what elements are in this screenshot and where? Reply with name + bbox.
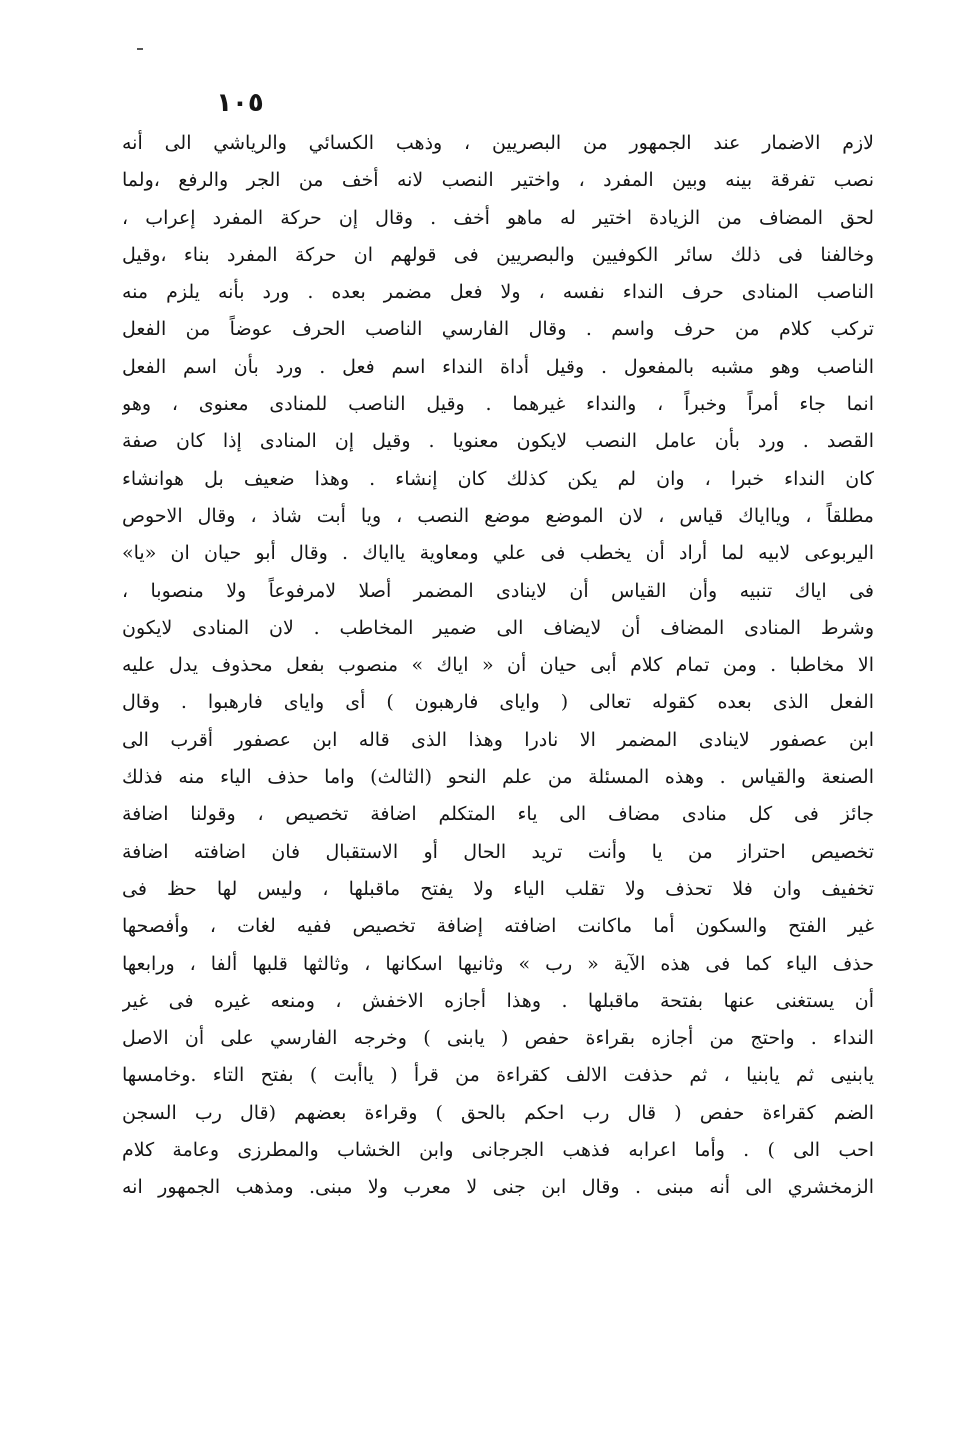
text-line: مطلقاً ، ويااياك قياس ، لان الموضع موضع النصب ، ويا أبت شاذ ، وقال الاحوص: [122, 504, 874, 527]
text-line: غير الفتح والسكون أما ماكانت اضافته إضافة تخصيص ففيه لغات ، وأفصحها: [122, 915, 874, 938]
text-line: الناصب وهو مشبه بالمفعول . وقيل أداة النداء اسم فعل . ورد بأن اسم الفعل: [122, 355, 874, 378]
text-line: الا مخاطبا . ومن تمام كلام أبى حيان أن « اياك » منصوب بفعل محذوف يدل عليه: [122, 654, 874, 677]
text-line: النداء . واحتج من أجازه بقراءة حفص ( يابنى ) وخرجه الفارسي على أن الاصل: [122, 1027, 874, 1050]
text-line: احب الى ) . وأما اعرابه فذهب الجرجانى وابن الخشاب والمطرزى وعامة كلام: [122, 1139, 874, 1162]
text-line: نصب تفرقة بينه وبين المفرد ، واختير النصب لانه أخف من الجر والرفع ،ولما: [122, 169, 874, 192]
text-line: ابن عصفور لاينادى المضمر الا نادرا وهذا الذى قاله ابن عصفور أقرب الى: [122, 728, 874, 751]
text-line: تخصيص احتراز من يا وأنت تريد الحال أو الاستقبال فان اضافته اضافة: [122, 840, 874, 863]
text-line: لحق المضاف من الزيادة اختير له ماهو أخف . وقال إن حركة المفرد إعراب ،: [122, 206, 874, 229]
text-line: الزمخشري الى أنه مبنى . وقال ابن جنى لا معرب ولا مبنى. ومذهب الجمهور انه: [122, 1176, 874, 1199]
text-line: الضم كقراءة حفص ( قال رب احكم بالحق ) وقراءة بعضهم (قال رب السجن: [122, 1101, 874, 1124]
text-line: الصنعة والقياس . وهذه المسئلة من علم النحو (الثالث) واما حذف الياء منه فذلك: [122, 766, 874, 789]
text-line: حذف الياء كما فى هذه الآية « رب » وثانيها اسكانها ، وثالثها قلبها ألفا ، ورابعها: [122, 952, 874, 975]
text-line: الناصب المنادى حرف النداء نفسه ، ولا فعل مضمر بعده . ورد بأنه يلزم منه: [122, 281, 874, 304]
text-line: القصد . ورد بأن عامل النصب لايكون معنويا . وقيل إن المنادى إذا كان صفة: [122, 430, 874, 453]
arabic-text-body: [122, 125, 874, 1207]
text-line: فى اياك تنبيه وأن القياس أن لاينادى المضمر أصلا لامرفوعاً ولا منصوبا ،: [122, 579, 874, 602]
text-line: تركب كلام من حرف واسم . وقال الفارسي الناصب الحرف عوضاً من الفعل: [122, 318, 874, 341]
scan-speck: [137, 48, 143, 50]
text-line: كان النداء خبرا ، وان لم يكن كذلك كان إنشاء . وهذا ضعيف بل هوانشاء: [122, 467, 874, 490]
text-line: أن يستغنى عنها بفتحة ماقبلها . وهذا أجازه الاخفش ، ومنعه غيره فى غير: [122, 989, 874, 1012]
text-line: وشرط المنادى المضاف أن لايضاف الى ضمير المخاطب . لان المنادى لايكون: [122, 616, 874, 639]
text-line: تخفيف وان فلا تحذف ولا تقلب الياء ولا يفتح ماقبلها ، وليس لها حظ فى: [122, 877, 874, 900]
page-number: ١٠٥: [216, 88, 264, 118]
text-line: الفعل الذى بعده كقوله تعالى ( واياى فارهبون ) أى واياى فارهبوا . وقال: [122, 691, 874, 714]
text-line: جائز فى كل منادى مضاف الى ياء المتكلم اضافة تخصيص ، وقولنا اضافة: [122, 803, 874, 826]
text-line: انما جاء أمراً وخبراً ، والنداء غيرهما . وقيل الناصب للمنادى معنوى ، وهو: [122, 393, 874, 416]
text-line: وخالفنا فى ذلك سائر الكوفيين والبصريين فى قولهم ان حركة المفرد بناء ،وقيل: [122, 243, 874, 266]
text-line: اليربوعى لابيه لما أراد أن يخطب فى علي ومعاوية يااياك . وقال أبو حيان ان «يا»: [122, 542, 874, 565]
text-line: يابنيى ثم يابنيا ، ثم حذفت الالف كقراءة من قرأ ( ياأبت ) بفتح التاء .وخامسها: [122, 1064, 874, 1087]
text-line: لازم الاضمار عند الجمهور من البصريين ، وذهب الكسائي والرياشي الى أنه: [122, 132, 874, 154]
